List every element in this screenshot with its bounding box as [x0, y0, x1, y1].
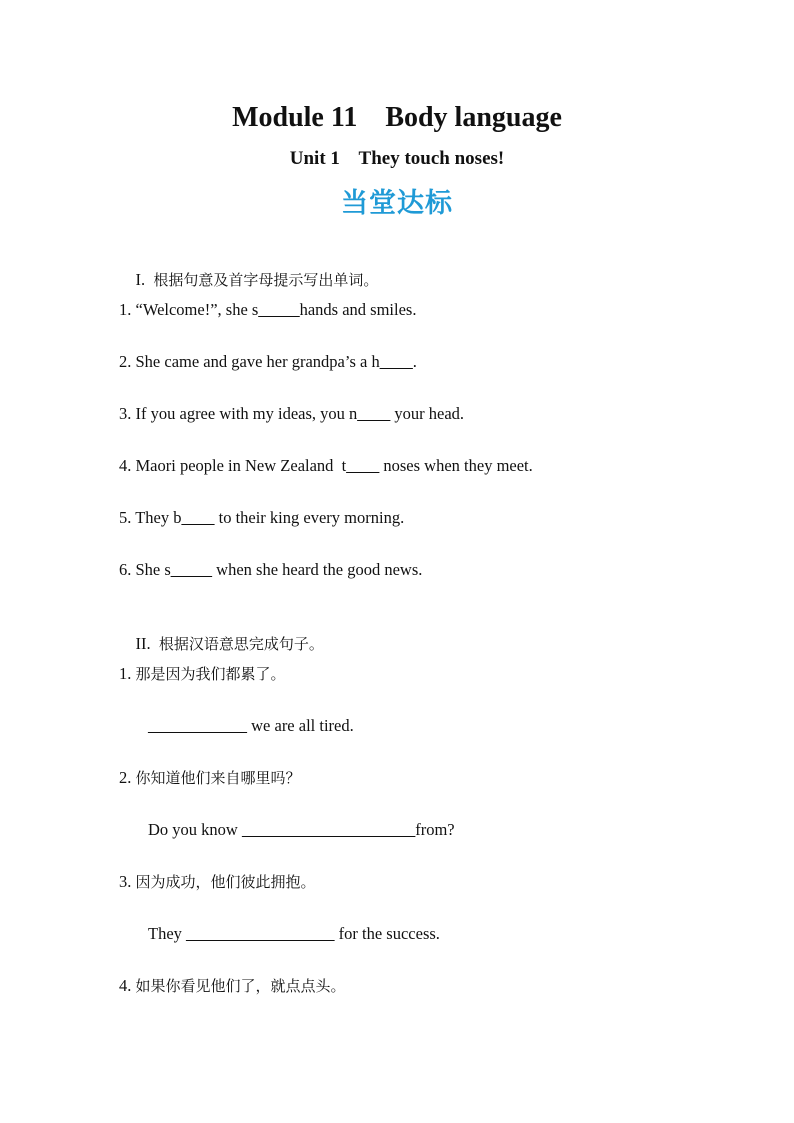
- chinese-prompt: 你知道他们来自哪里吗？: [135, 769, 301, 787]
- question-text-before: 6. She s: [119, 560, 171, 579]
- question-text-before: 2. She came and gave her grandpa’s a h: [119, 352, 380, 371]
- section-1-instruction: 根据句意及首字母提示写出单词。: [153, 271, 379, 289]
- section-1-number: I.: [135, 270, 146, 289]
- question-2-3-chinese: [119, 871, 316, 893]
- answer-blank[interactable]: ____________: [148, 716, 247, 735]
- module-title: Module 11 Body language: [232, 102, 562, 133]
- question-1-2: [119, 351, 417, 373]
- question-1-3: [119, 403, 464, 425]
- chinese-prompt: 那是因为我们都累了。: [135, 665, 286, 683]
- answer-blank[interactable]: _____: [258, 300, 300, 319]
- answer-blank[interactable]: _____: [170, 560, 213, 579]
- question-number: 4.: [119, 976, 132, 995]
- question-1-6: [119, 559, 422, 581]
- section-2-number: II.: [135, 634, 151, 653]
- section-banner: 当堂达标: [341, 188, 453, 219]
- question-1-4: [119, 455, 533, 477]
- chinese-prompt: 因为成功，他们彼此拥抱。: [135, 873, 316, 891]
- sentence-after: from?: [415, 820, 455, 839]
- answer-blank[interactable]: ____: [379, 352, 413, 371]
- question-text-after: hands and smiles.: [299, 300, 417, 319]
- section-2-instruction: 根据汉语意思完成句子。: [158, 635, 324, 653]
- question-2-1-english: [148, 715, 354, 737]
- question-text-after: to their king every morning.: [214, 508, 405, 527]
- question-2-2-chinese: [119, 767, 301, 789]
- question-1-5: [119, 507, 404, 529]
- sentence-before: Do you know: [148, 820, 242, 839]
- question-number: 3.: [119, 872, 132, 891]
- question-text-before: 5. They b: [119, 508, 182, 527]
- sentence-after: we are all tired.: [247, 716, 354, 735]
- sentence-after: for the success.: [334, 924, 440, 943]
- answer-blank[interactable]: _____________________: [241, 820, 416, 839]
- answer-blank[interactable]: ____: [346, 456, 380, 475]
- question-text-after: when she heard the good news.: [212, 560, 423, 579]
- answer-blank[interactable]: __________________: [186, 924, 335, 943]
- chinese-prompt: 如果你看见他们了，就点点头。: [135, 977, 346, 995]
- answer-blank[interactable]: ____: [181, 508, 215, 527]
- question-text-after: noses when they meet.: [379, 456, 533, 475]
- question-2-1-chinese: [119, 663, 286, 685]
- sentence-before: They: [148, 924, 187, 943]
- answer-blank[interactable]: ____: [357, 404, 391, 423]
- question-2-2-english: [148, 819, 455, 841]
- unit-subtitle: Unit 1 They touch noses!: [289, 148, 505, 169]
- question-1-1: [119, 299, 416, 321]
- question-text-after: your head.: [390, 404, 465, 423]
- question-text-before: 3. If you agree with my ideas, you n: [119, 404, 358, 423]
- question-number: 1.: [119, 664, 132, 683]
- question-text-after: .: [412, 352, 417, 371]
- question-number: 2.: [119, 768, 132, 787]
- question-text-before: 4. Maori people in New Zealand t: [119, 456, 347, 475]
- question-2-3-english: [148, 923, 440, 945]
- question-2-4-chinese: [119, 975, 346, 997]
- question-text-before: 1. “Welcome!”, she s: [119, 300, 259, 319]
